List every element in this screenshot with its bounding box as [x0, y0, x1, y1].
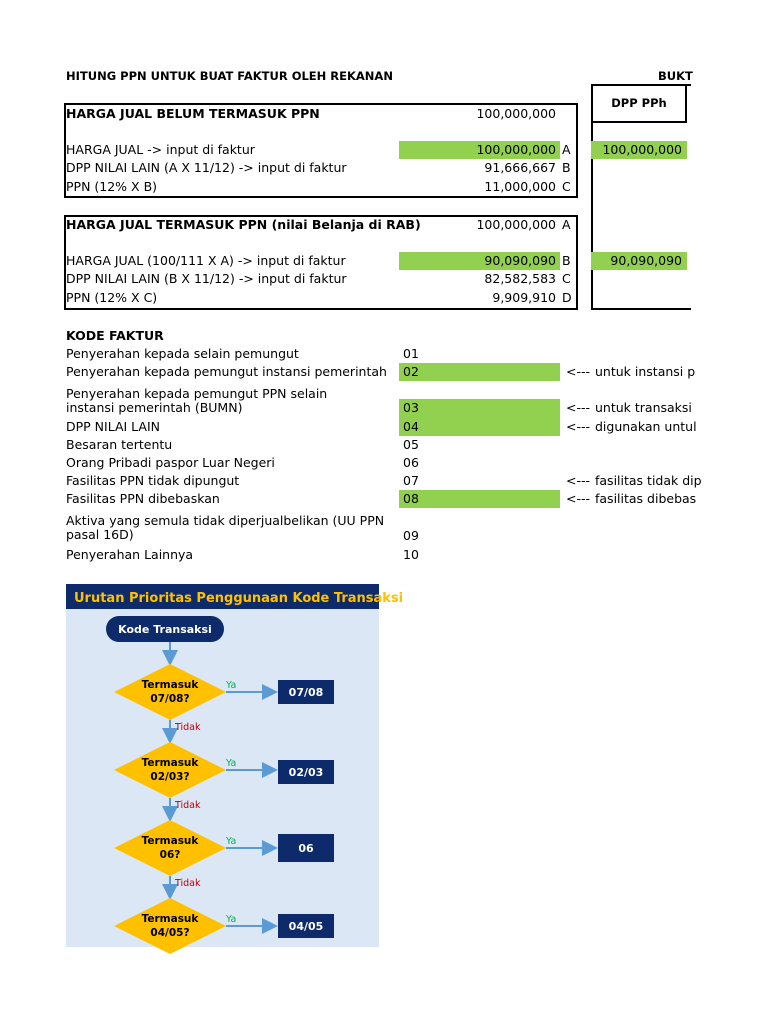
kode-item-label: Aktiva yang semula tidak diperjualbelikan (UU PPN pasal 16D)	[66, 513, 385, 542]
section2-row-label: DPP NILAI LAIN (B X 11/12) -> input di faktur	[66, 271, 347, 286]
section1-row-label: DPP NILAI LAIN (A X 11/12) -> input di faktur	[66, 160, 347, 175]
no-label: Tidak	[175, 800, 201, 811]
arrow-marker: <---	[566, 491, 591, 506]
decision-text: Termasuk	[141, 679, 199, 691]
kode-item-code: 02	[403, 364, 419, 379]
yes-label: Ya	[226, 914, 237, 925]
kode-item-note: digunakan untul	[595, 419, 697, 434]
decision-diamond	[114, 820, 226, 876]
kode-item-note: fasilitas dibebas	[595, 491, 697, 506]
section1-row-value: 91,666,667	[484, 160, 556, 175]
kode-item-code: 04	[403, 419, 419, 434]
yes-label: Ya	[226, 758, 237, 769]
section2-row-value: 82,582,583	[484, 271, 556, 286]
decision-text: 02/03?	[150, 771, 190, 783]
section1-row-code: B	[562, 160, 571, 175]
section2-row-value: 9,909,910	[492, 290, 556, 305]
kode-item-label: Penyerahan kepada pemungut PPN selain instansi pemerintah (BUMN)	[66, 386, 328, 415]
section1-row-code: A	[562, 142, 571, 157]
kode-item-code: 01	[403, 346, 419, 361]
result-label: 07/08	[288, 686, 324, 699]
flowchart-title: Urutan Prioritas Penggunaan Kode Transaksi	[74, 591, 404, 606]
kode-item-label: Fasilitas PPN dibebaskan	[66, 491, 220, 506]
arrow-marker: <---	[566, 419, 591, 434]
section1-title-value: 100,000,000	[476, 106, 556, 121]
yes-label: Ya	[226, 836, 237, 847]
no-label: Tidak	[175, 878, 201, 889]
decision-text: Termasuk	[141, 913, 199, 925]
kode-item-label: Fasilitas PPN tidak dipungut	[66, 473, 240, 488]
section1-row-label: HARGA JUAL -> input di faktur	[66, 142, 255, 157]
kode-item-code: 07	[403, 473, 419, 488]
decision-text: 07/08?	[150, 693, 190, 705]
section2-row-value: 90,090,090	[484, 253, 556, 268]
kode-item-label: Penyerahan kepada selain pemungut	[66, 346, 299, 361]
kode-item-code: 08	[403, 491, 419, 506]
kode-item-code: 10	[403, 547, 419, 562]
yes-label: Ya	[226, 680, 237, 691]
arrow-marker: <---	[566, 400, 591, 415]
section2-row-label: PPN (12% X C)	[66, 290, 158, 305]
decision-text: 06?	[159, 849, 181, 861]
kode-item-note: fasilitas tidak dip	[595, 473, 702, 488]
section2-row-label: HARGA JUAL (100/111 X A) -> input di faktur	[66, 253, 346, 268]
section2-row-code: D	[562, 290, 572, 305]
section2-title-value: 100,000,000	[476, 217, 556, 232]
no-label: Tidak	[175, 722, 201, 733]
kode-item-label: Penyerahan Lainnya	[66, 547, 194, 562]
decision-diamond	[114, 664, 226, 720]
kode-item-label: DPP NILAI LAIN	[66, 419, 161, 434]
kode-item-note: untuk instansi p	[595, 364, 696, 379]
kode-item-code: 05	[403, 437, 419, 452]
kode-item-code: 09	[403, 528, 419, 543]
kode-item-label: Besaran tertentu	[66, 437, 173, 452]
section2-title: HARGA JUAL TERMASUK PPN (nilai Belanja di RAB)	[66, 217, 421, 232]
result-label: 02/03	[288, 766, 324, 779]
kode-faktur-title: KODE FAKTUR	[66, 328, 164, 343]
section2-row-code: C	[562, 271, 571, 286]
dpp-pph-value: 90,090,090	[610, 253, 682, 268]
section1-row-value: 100,000,000	[476, 142, 556, 157]
kode-item-label: Orang Pribadi paspor Luar Negeri	[66, 455, 275, 470]
highlight-cell	[399, 363, 560, 381]
decision-diamond	[114, 898, 226, 954]
arrow-marker: <---	[566, 364, 591, 379]
kode-item-code: 06	[403, 455, 419, 470]
section1-row-code: C	[562, 179, 571, 194]
section1-title: HARGA JUAL BELUM TERMASUK PPN	[66, 106, 320, 121]
decision-text: 04/05?	[150, 927, 190, 939]
decision-diamond	[114, 742, 226, 798]
arrow-marker: <---	[566, 473, 591, 488]
highlight-cell	[399, 399, 560, 436]
section1-row-label: PPN (12% X B)	[66, 179, 158, 194]
kode-item-code: 03	[403, 400, 419, 415]
section2-row-code: B	[562, 253, 571, 268]
section2-title-code: A	[562, 217, 571, 232]
flowchart-diagram	[66, 584, 404, 947]
right-title-clipped: BUKT	[658, 69, 693, 83]
kode-item-label: Penyerahan kepada pemungut instansi pemerintah	[66, 364, 387, 379]
start-node-label: Kode Transaksi	[118, 623, 212, 636]
highlight-cell	[399, 490, 560, 508]
dpp-pph-header: DPP PPh	[611, 96, 667, 110]
sheet-title: HITUNG PPN UNTUK BUAT FAKTUR OLEH REKANAN	[66, 69, 393, 83]
result-label: 06	[298, 842, 314, 855]
dpp-pph-value: 100,000,000	[602, 142, 682, 157]
section1-row-value: 11,000,000	[484, 179, 556, 194]
decision-text: Termasuk	[141, 757, 199, 769]
kode-item-note: untuk transaksi	[595, 400, 692, 415]
decision-text: Termasuk	[141, 835, 199, 847]
flowchart-image	[66, 584, 404, 947]
result-label: 04/05	[288, 920, 324, 933]
